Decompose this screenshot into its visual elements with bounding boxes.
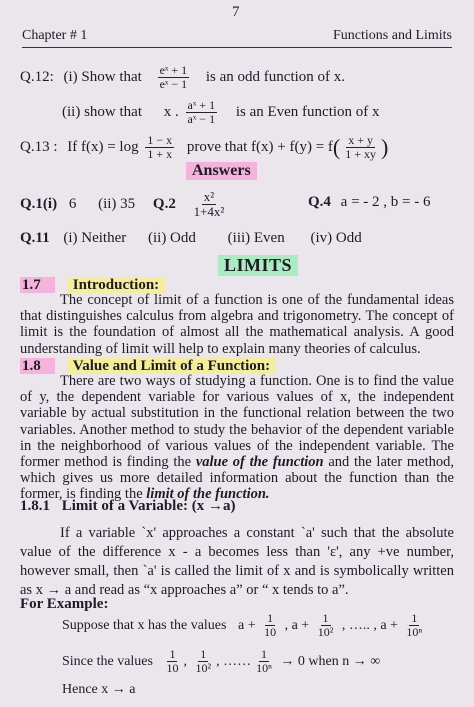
section-1-8-text-c: and the later method, which gives us more detailed information about the function than the former, is finding the — [20, 454, 455, 503]
answers-row-1 — [20, 190, 229, 220]
section-1-7-text: The concept of limit of a function is one of the fundamental ideas that distinguishes calculus from algebra and trigonometry. The concept of limit is the foundation of almost all the mathematical analysis. A good understanding of limit will help to explain many theories of calculus. — [20, 292, 454, 357]
q12-label: Q.12: — [20, 69, 54, 86]
q13-numerator: 1 − x — [147, 133, 173, 147]
section-1-8-1-number: 1.8.1 — [20, 498, 50, 514]
example-line2-prefix: Since the values — [62, 653, 153, 669]
example-line1-a: a + — [237, 617, 256, 633]
section-1-8-1-title: Limit of a Variable: (x →a) — [61, 498, 236, 514]
example-line1-sep: , a + — [284, 617, 310, 633]
q13-right-paren: ) — [381, 134, 389, 160]
q13-label: Q.13 : — [20, 139, 58, 156]
example2-frac-n — [254, 648, 274, 675]
page-number: 7 — [232, 4, 240, 20]
q12-i-prefix: (i) Show that — [63, 69, 142, 86]
header-rule — [22, 47, 452, 48]
example-line2-suffix: → 0 when n → ∞ — [280, 653, 381, 669]
q12-i-numerator: eˣ + 1 — [159, 63, 188, 77]
answers-q4 — [308, 194, 431, 211]
q12-i-denominator: eˣ − 1 — [159, 77, 188, 92]
answers-heading: Answers — [186, 162, 257, 180]
q13-numerator-2: x + y — [348, 133, 374, 147]
frac-2-num: 1 — [322, 611, 329, 625]
section-1-8-1-text: If a variable `x' approaches a constant `a' such that the absolute value of the difference x - a becomes less than 'ε', any +ve number, however small, then `a' is called the limit of x and is symbolically written as x → a and read as “x approaches a” or “ x tends to a”. — [20, 525, 454, 598]
q13-fraction-2 — [343, 134, 378, 161]
q2-denominator: 1+4x² — [193, 204, 225, 220]
frac-n-num: 1 — [411, 611, 418, 625]
q1-i-value: 6 — [68, 196, 77, 213]
frac-1-den: 10 — [264, 625, 277, 640]
section-1-7-title: Introduction: — [67, 277, 165, 293]
q13-row — [20, 134, 388, 161]
example-line-3: Hence x → a — [62, 682, 136, 697]
chapter-title: Functions and Limits — [333, 28, 452, 43]
q11-iv: (iv) Odd — [310, 230, 362, 246]
example-line2-sep: , — [183, 653, 187, 669]
section-1-8-body — [20, 373, 454, 503]
section-1-7-body — [20, 292, 454, 357]
q13-mid: prove that f(x) + f(y) = f — [186, 139, 333, 156]
frac2-2-den: 10² — [195, 661, 212, 676]
frac-1-num: 1 — [267, 611, 274, 625]
q12-ii-prefix: (ii) show that — [62, 104, 142, 121]
q11-label: Q.11 — [20, 230, 50, 246]
frac2-1-den: 10 — [166, 661, 179, 676]
frac2-2-num: 1 — [200, 647, 207, 661]
q12-i-row — [20, 64, 345, 91]
q12-ii-numerator: aˣ + 1 — [187, 98, 216, 112]
example-line1-dots: , ….. , a + — [341, 617, 398, 633]
section-1-8-number: 1.8 — [20, 358, 55, 374]
section-1-8-1-body — [20, 524, 454, 600]
frac2-n-den: 10ⁿ — [256, 661, 272, 676]
frac2-1-num: 1 — [169, 647, 176, 661]
example-line-2 — [62, 648, 380, 675]
example-frac-1 — [262, 612, 278, 639]
q4-value: a = - 2 , b = - 6 — [340, 194, 431, 210]
section-1-8-1-heading — [20, 498, 236, 515]
q13-left-paren: ( — [332, 134, 341, 160]
q13-fraction — [145, 134, 174, 161]
limits-heading: LIMITS — [218, 255, 298, 276]
section-1-8-title: Value and Limit of a Function: — [67, 358, 276, 374]
q12-ii-suffix: is an Even function of x — [235, 104, 380, 121]
q1-label: Q.1(i) — [20, 196, 58, 213]
section-1-7-number: 1.7 — [20, 277, 55, 293]
section-1-8-limit-of-function: limit of the function. — [146, 486, 270, 503]
q12-ii-fraction — [186, 99, 218, 126]
q2-label: Q.2 — [152, 196, 176, 213]
q11-ii: (ii) Odd — [147, 230, 196, 246]
q12-ii-denominator: aˣ − 1 — [187, 112, 216, 127]
example-heading: For Example: — [20, 596, 109, 612]
q12-ii-x: x . — [163, 104, 179, 121]
q11-i: (i) Neither — [63, 230, 127, 246]
example-line-1 — [62, 612, 427, 639]
frac-n-den: 10ⁿ — [406, 625, 423, 640]
example2-frac-1 — [164, 648, 180, 675]
section-1-8-text-a: There are two ways of studying a function. One is to find the value of y, the dependent variable for various values of x, the independent variable by actual substitution in the functional relation between the two variables. Another method to study the behavior of the dependent variable in the neighborhood of various values of the independent variable. The former method is finding the — [20, 373, 454, 471]
example-line2-dots: , …… — [216, 653, 252, 669]
q12-i-suffix: is an odd function of x. — [205, 69, 346, 86]
section-1-8-value-of-function: value of the function — [195, 454, 324, 471]
q4-label: Q.4 — [308, 194, 331, 210]
q2-fraction — [192, 190, 227, 220]
q11-iii: (iii) Even — [227, 230, 285, 246]
example-line1-prefix: Suppose that x has the values — [62, 617, 227, 633]
q13-denominator: 1 + x — [147, 147, 173, 162]
q12-ii-row — [62, 99, 380, 126]
q13-if: If f(x) = log — [67, 139, 139, 156]
example-frac-2 — [316, 612, 336, 639]
chapter-label: Chapter # 1 — [22, 28, 88, 43]
q12-i-fraction — [158, 64, 190, 91]
q13-denominator-2: 1 + xy — [345, 147, 377, 162]
frac2-n-num: 1 — [260, 647, 267, 661]
q1-ii-value: (ii) 35 — [98, 196, 136, 213]
frac-2-den: 10² — [317, 625, 334, 640]
example2-frac-2 — [193, 648, 213, 675]
q2-numerator: x² — [203, 189, 215, 204]
answers-row-2 — [20, 230, 362, 247]
example-frac-n — [404, 612, 424, 639]
